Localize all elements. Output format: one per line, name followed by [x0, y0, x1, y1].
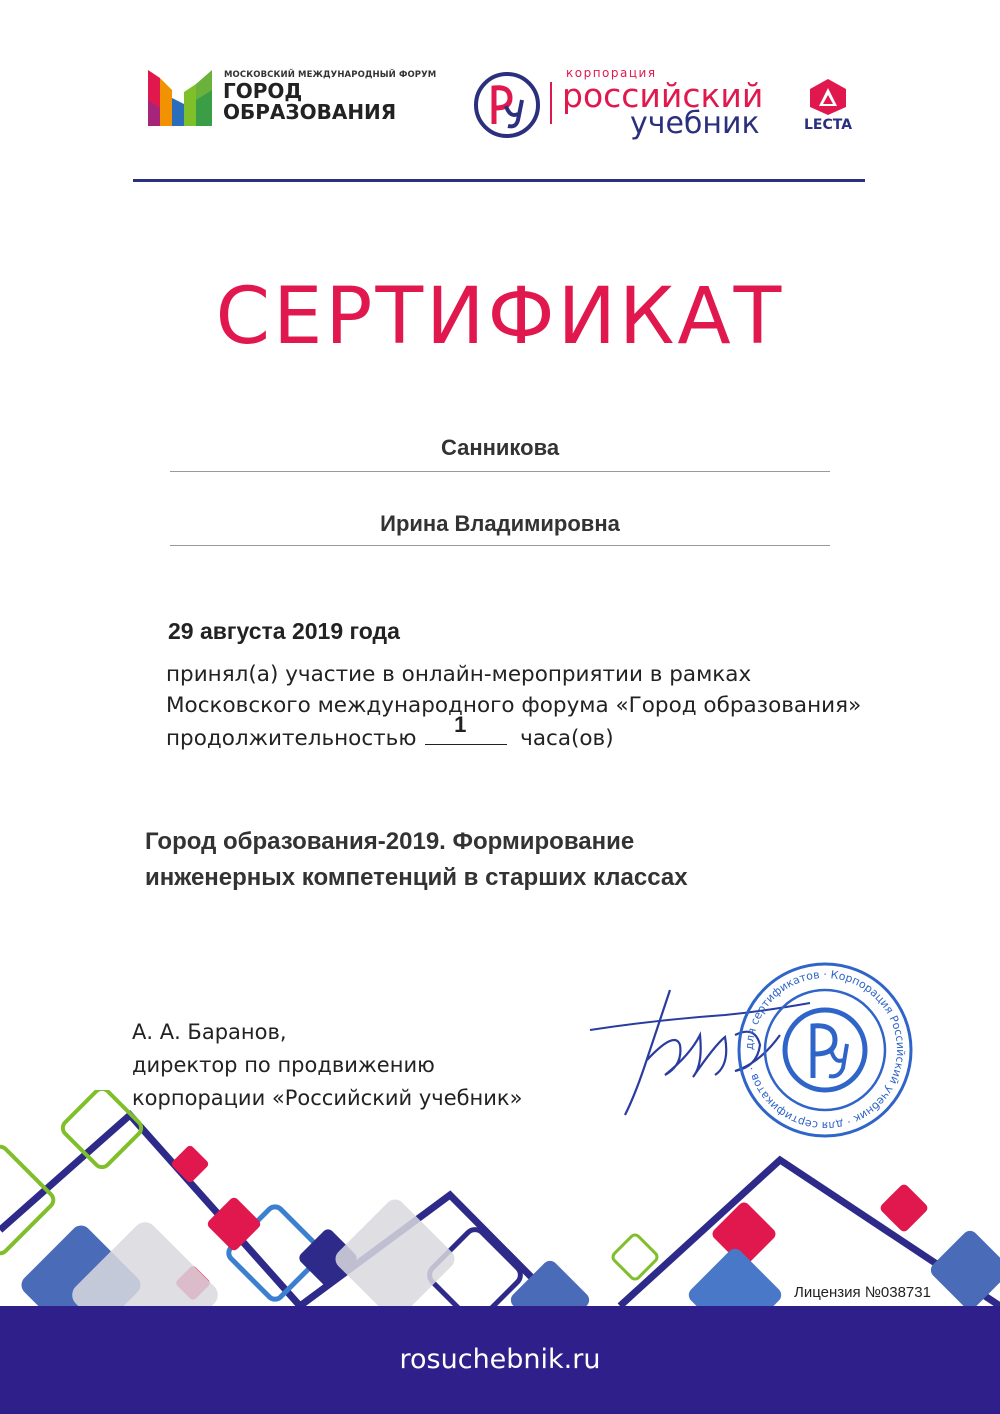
- forum-title: [223, 81, 396, 123]
- recipient-given-names: Ирина Владимировна: [380, 511, 620, 536]
- duration-line: [166, 712, 614, 751]
- ru-title-line1: российский: [562, 76, 764, 115]
- forum-small-caption: МОСКОВСКИЙ МЕЖДУНАРОДНЫЙ ФОРУМ: [224, 70, 437, 80]
- header-divider: [133, 179, 865, 182]
- body-line-1: принял(а) участие в онлайн-мероприятии в рамках: [166, 662, 752, 687]
- certificate-title: СЕРТИФИКАТ: [215, 272, 785, 362]
- duration-suffix: часа(ов): [520, 726, 614, 751]
- event-title-line-1: Город образования-2019. Формирование: [145, 828, 635, 855]
- duration-prefix: продолжительностью: [166, 726, 417, 751]
- body-line-2: Московского международного форума «Город образования»: [166, 693, 862, 718]
- lecta-text: LECTA: [804, 117, 853, 133]
- event-date: 29 августа 2019 года: [168, 618, 400, 644]
- logo-separator: [550, 82, 552, 124]
- website-link[interactable]: rosuchebnik.ru: [399, 1344, 601, 1375]
- gorod-logo-mark-icon: [148, 70, 212, 126]
- hours-field: [425, 712, 507, 745]
- license-number: Лицензия №038731: [794, 1284, 931, 1301]
- recipient-surname: Санникова: [440, 435, 560, 460]
- forum-title-line2: ОБРАЗОВАНИЯ: [223, 100, 397, 124]
- stamp-text: для сертификатов · Корпорация Российский учебник · для сертификатов ·: [742, 967, 908, 1133]
- gorod-obrazovaniya-logo: [148, 70, 437, 130]
- signatory-position: директор по продвижению: [132, 1053, 435, 1077]
- event-title-line-2: инженерных компетенций в старших классах: [145, 864, 688, 891]
- forum-title-line1: ГОРОД: [223, 79, 303, 103]
- lecta-logo: [800, 78, 860, 138]
- signatory-organization: корпорации «Российский учебник»: [132, 1086, 523, 1110]
- rossiyskiy-uchebnik-logo: [470, 62, 780, 142]
- official-stamp: [735, 960, 915, 1140]
- given-names-underline: [170, 545, 830, 546]
- surname-underline: [170, 471, 830, 472]
- signatory-name: А. А. Баранов,: [132, 1020, 287, 1044]
- ru-korp-caption: корпорация: [566, 66, 657, 80]
- ru-title-line2: учебник: [630, 106, 760, 141]
- lecta-mark-icon: [808, 78, 848, 116]
- hours-value: 1: [454, 712, 467, 737]
- ru-emblem-icon: [472, 70, 542, 140]
